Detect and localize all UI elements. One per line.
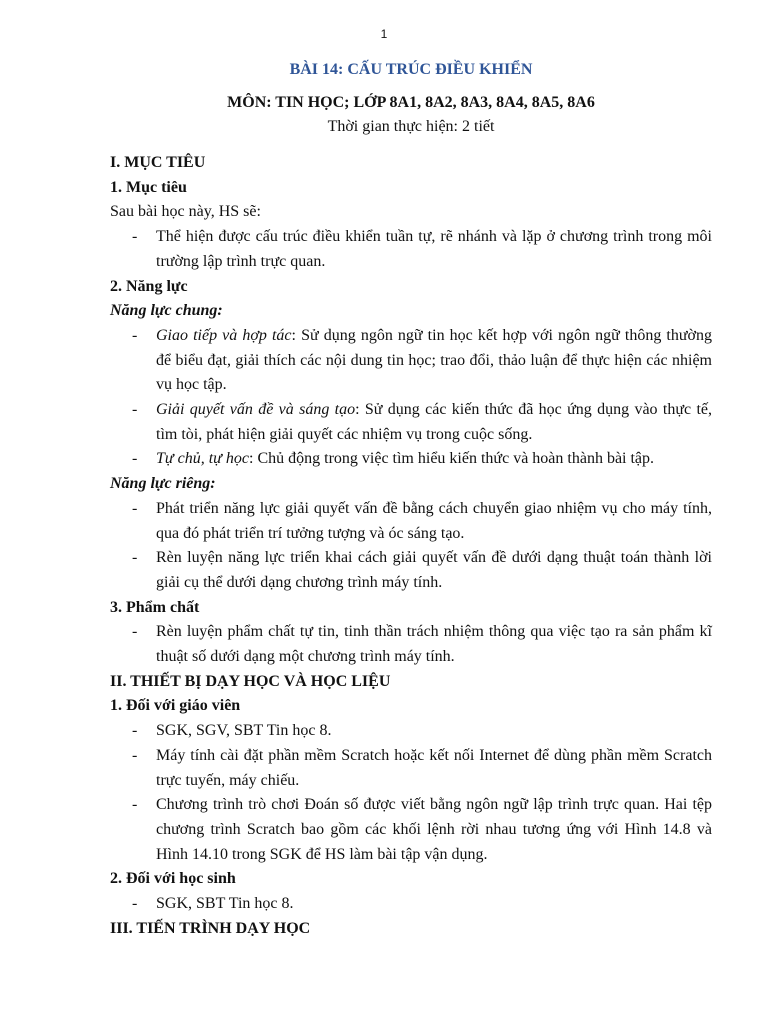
goal-intro: Sau bài học này, HS sẽ:: [110, 203, 261, 221]
dash-bullet: -: [132, 401, 138, 419]
teacher-materials-list: [110, 719, 712, 867]
subheading-student: 2. Đối với học sinh: [110, 870, 236, 888]
subheading-quality: 3. Phẩm chất: [110, 598, 200, 616]
list-item-text: Rèn luyện năng lực triển khai cách giải quyết vấn đề dưới dạng thuật toán thành lời giải cụ thể dưới dạng chương trình máy tính.: [156, 549, 712, 591]
list-item-text: Chương trình trò chơi Đoán số được viết bằng ngôn ngữ lập trình trực quan. Hai tệp chương trình Scratch bao gồm các khối lệnh rời nhau tương ứng với Hình 14.8 và Hình 14.10 trong SGK để HS làm bài tập vận dụng.: [156, 796, 712, 863]
section-heading-materials: II. THIẾT BỊ DẠY HỌC VÀ HỌC LIỆU: [110, 672, 391, 690]
duration-line: Thời gian thực hiện: 2 tiết: [327, 118, 495, 135]
subheading-goal: 1. Mục tiêu: [110, 178, 187, 196]
specific-competence-heading: Năng lực riêng:: [110, 475, 216, 493]
lesson-title: BÀI 14: CẤU TRÚC ĐIỀU KHIỂN: [289, 61, 533, 78]
dash-bullet: -: [132, 450, 138, 468]
dash-bullet: -: [132, 549, 138, 567]
dash-bullet: -: [132, 746, 138, 764]
competence-term: Tự chủ, tự học: [156, 450, 249, 468]
dash-bullet: -: [132, 722, 138, 740]
dash-bullet: -: [132, 228, 138, 246]
dash-bullet: -: [132, 326, 138, 344]
list-item-text: Phát triển năng lực giải quyết vấn đề bằng cách chuyển giao nhiệm vụ cho máy tính, qua đó phát triển trí tưởng tượng và óc sáng tạo.: [156, 499, 712, 542]
list-item: [110, 892, 712, 917]
section-heading-process: III. TIẾN TRÌNH DẠY HỌC: [110, 919, 311, 937]
general-competence-heading: Năng lực chung:: [110, 302, 223, 320]
page-number: 1: [380, 27, 388, 41]
list-item: [110, 225, 712, 274]
competence-term: Giao tiếp và hợp tác: [156, 326, 292, 344]
list-item-text: SGK, SBT Tin học 8.: [156, 895, 294, 913]
list-item-text: SGK, SGV, SBT Tin học 8.: [156, 722, 332, 740]
list-item: [110, 497, 712, 546]
specific-competence-list: [110, 497, 712, 596]
subheading-teacher: 1. Đối với giáo viên: [110, 697, 241, 715]
list-item: [110, 546, 712, 595]
general-competence-list: [110, 324, 712, 472]
dash-bullet: -: [132, 796, 138, 814]
subject-line: MÔN: TIN HỌC; LỚP 8A1, 8A2, 8A3, 8A4, 8A5, 8A6: [227, 94, 595, 111]
list-item: [110, 398, 712, 447]
list-item-text: Thể hiện được cấu trúc điều khiển tuần tự, rẽ nhánh và lặp ở chương trình trong môi trường lập trình trực quan.: [156, 228, 712, 270]
goal-list: [110, 225, 712, 274]
subheading-competence: 2. Năng lực: [110, 277, 188, 295]
competence-text: : Sử dụng các kiến thức đã học ứng dụng vào thực tế, tìm tòi, phát hiện giải quyết các nhiệm vụ trong cuộc sống.: [156, 401, 713, 443]
dash-bullet: -: [132, 895, 138, 913]
section-heading-objectives: I. MỤC TIÊU: [110, 154, 206, 171]
student-materials-list: [110, 892, 712, 917]
document-body: [110, 56, 712, 942]
list-item-text: Máy tính cài đặt phần mềm Scratch hoặc kết nối Internet để dùng phần mềm Scratch trực tuyến, máy chiếu.: [156, 746, 712, 789]
competence-text: : Chủ động trong việc tìm hiểu kiến thức và hoàn thành bài tập.: [249, 450, 655, 468]
competence-text: : Sử dụng ngôn ngữ tin học kết hợp với ngôn ngữ thông thường để biểu đạt, giải thích các nội dung tin học; trao đổi, thảo luận để thực hiện các nhiệm vụ học tập.: [156, 326, 712, 394]
list-item: [110, 324, 712, 398]
list-item-text: Rèn luyện phẩm chất tự tin, tinh thần trách nhiệm thông qua việc tạo ra sản phẩm kĩ thuật số dưới dạng một chương trình máy tính.: [156, 623, 712, 666]
dash-bullet: -: [132, 499, 138, 517]
list-item: [110, 447, 712, 472]
dash-bullet: -: [132, 623, 138, 641]
quality-list: [110, 620, 712, 669]
list-item: [110, 620, 712, 669]
list-item: [110, 793, 712, 867]
list-item: [110, 744, 712, 793]
competence-term: Giải quyết vấn đề và sáng tạo: [156, 401, 356, 419]
list-item: [110, 719, 712, 744]
